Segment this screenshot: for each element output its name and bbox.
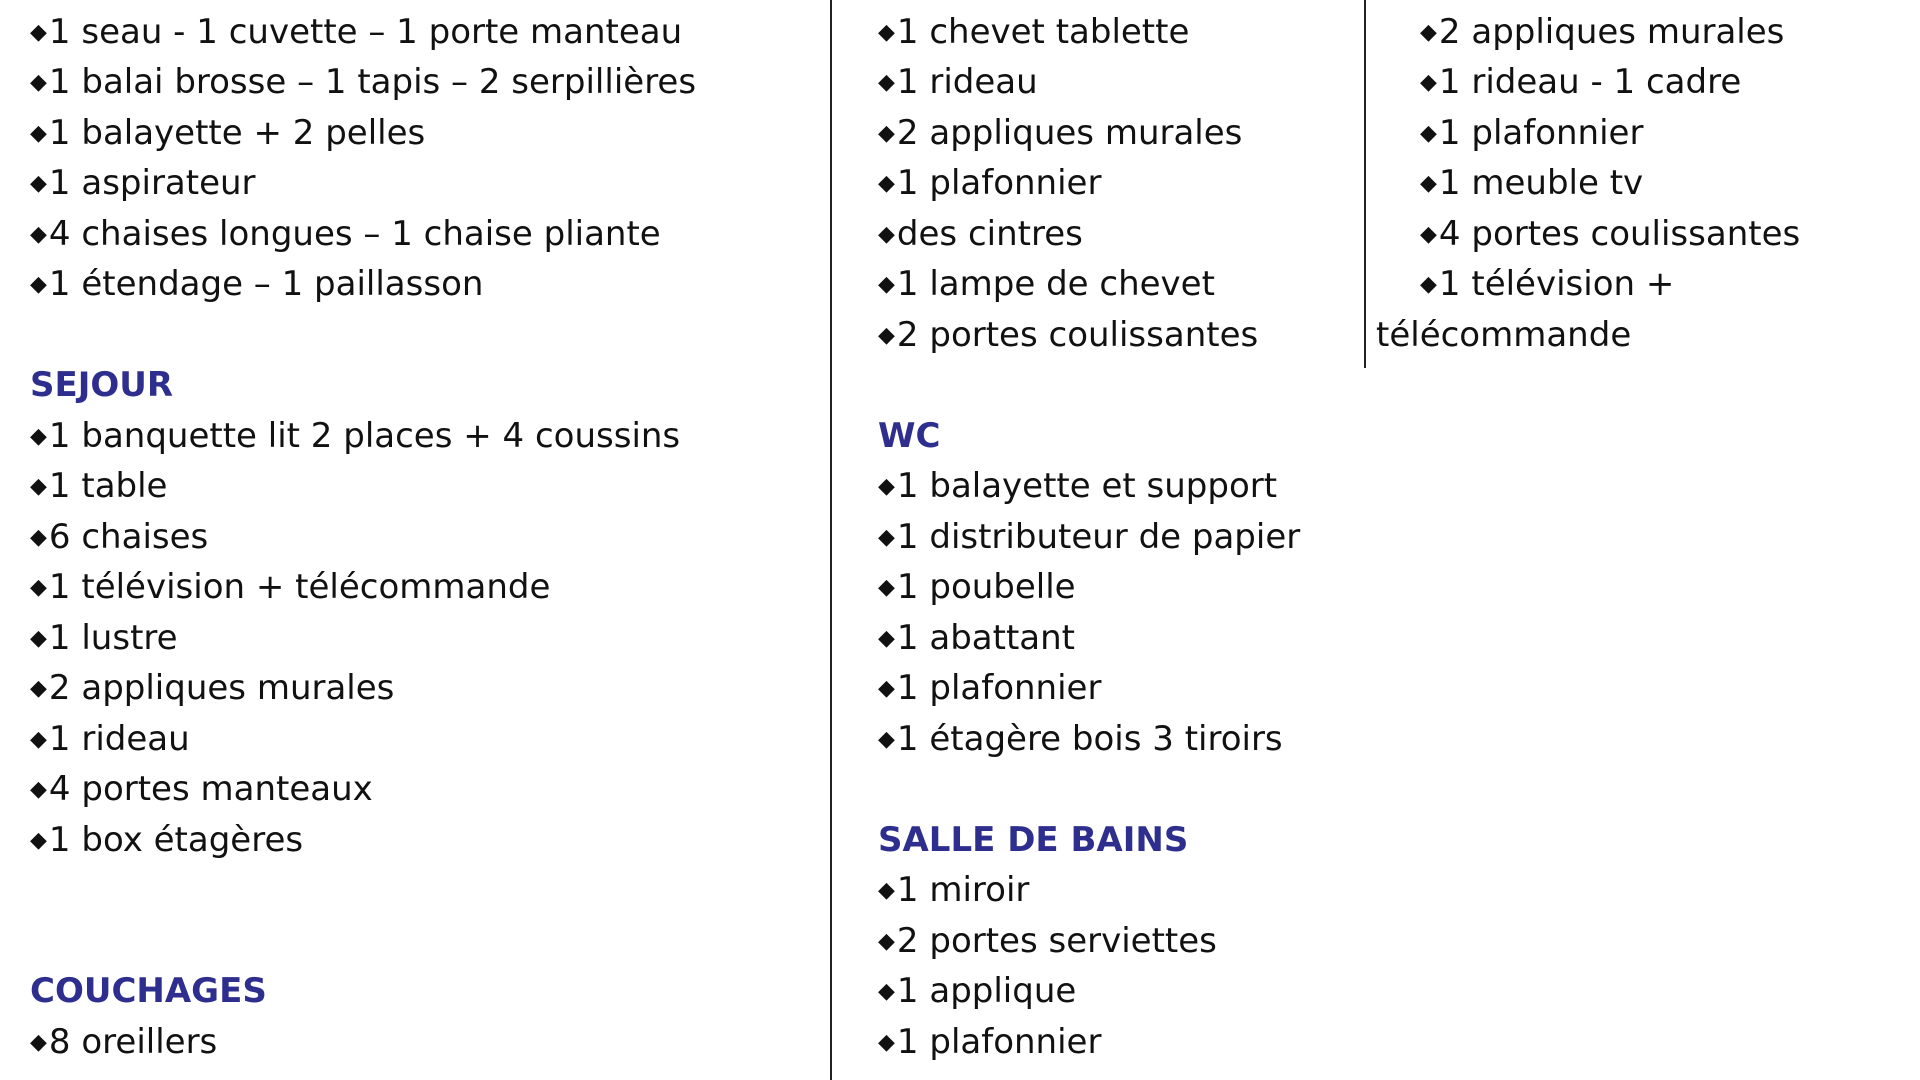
bullet-icon: ◆: [1420, 171, 1437, 196]
bullet-icon: ◆: [30, 777, 47, 802]
list-item: ◆1 lampe de chevet: [878, 259, 1300, 310]
bullet-icon: ◆: [878, 171, 895, 196]
list-item: ◆4 portes manteaux: [30, 764, 733, 815]
bullet-icon: ◆: [30, 575, 47, 600]
bullet-icon: ◆: [1420, 272, 1437, 297]
bullet-icon: ◆: [30, 1029, 47, 1055]
list-item-wrap: télécommande: [1376, 314, 1632, 355]
bullet-icon: ◆: [30, 120, 47, 146]
list-item: ◆1 distributeur de papier: [878, 512, 1300, 563]
bullet-icon: ◆: [878, 676, 895, 701]
list-item: ◆1 lustre: [30, 613, 733, 664]
column-divider-left: [830, 0, 832, 1080]
column-left: [30, 0, 733, 1067]
bullet-icon: ◆: [878, 272, 895, 297]
bullet-icon: ◆: [30, 171, 47, 196]
bullet-icon: ◆: [878, 928, 895, 954]
list-item: ◆1 meuble tv: [1420, 158, 1800, 209]
list-item: ◆1 télévision +: [1420, 259, 1800, 310]
bullet-icon: ◆: [878, 221, 895, 247]
list-item: ◆2 appliques murales: [1420, 7, 1800, 58]
list-item: ◆des cintres: [878, 209, 1300, 260]
list-item: ◆4 chaises longues – 1 chaise pliante: [30, 209, 733, 260]
column-divider-right: [1364, 0, 1366, 368]
bullet-icon: ◆: [878, 524, 895, 550]
list-item: ◆1 plafonnier: [1420, 108, 1800, 159]
list-item: ◆1 plafonnier: [878, 1017, 1300, 1068]
list-item: ◆1 rideau - 1 cadre: [1420, 57, 1800, 108]
list-item: ◆1 rideau: [878, 57, 1300, 108]
bullet-icon: ◆: [878, 726, 895, 752]
bullet-icon: ◆: [878, 474, 895, 499]
bullet-icon: ◆: [878, 120, 895, 146]
list-item: ◆8 oreillers: [30, 1017, 733, 1068]
bullet-icon: ◆: [30, 827, 47, 853]
list-item: ◆2 portes coulissantes: [878, 310, 1300, 361]
bullet-icon: ◆: [30, 676, 47, 701]
bullet-icon: ◆: [30, 70, 47, 95]
list-item: ◆1 balayette et support: [878, 461, 1300, 512]
list-item: ◆1 miroir: [878, 865, 1300, 916]
list-item: ◆1 box étagères: [30, 815, 733, 866]
bullet-icon: ◆: [30, 19, 47, 45]
list-item: ◆2 appliques murales: [30, 663, 733, 714]
list-item: ◆1 applique: [878, 966, 1300, 1017]
list-item: ◆1 télévision + télécommande: [30, 562, 733, 613]
bullet-icon: ◆: [878, 70, 895, 95]
list-item: ◆1 poubelle: [878, 562, 1300, 613]
list-item: ◆1 aspirateur: [30, 158, 733, 209]
bullet-icon: ◆: [878, 322, 895, 348]
list-item: ◆1 banquette lit 2 places + 4 coussins: [30, 411, 733, 462]
list-item: ◆1 étendage – 1 paillasson: [30, 259, 733, 310]
list-item: ◆2 portes serviettes: [878, 916, 1300, 967]
bullet-icon: ◆: [878, 19, 895, 45]
list-item: ◆1 balai brosse – 1 tapis – 2 serpillières: [30, 57, 733, 108]
list-item: ◆1 plafonnier: [878, 158, 1300, 209]
list-item: ◆1 étagère bois 3 tiroirs: [878, 714, 1300, 765]
bullet-icon: ◆: [1420, 120, 1437, 146]
bullet-icon: ◆: [878, 878, 895, 903]
list-item: ◆1 balayette + 2 pelles: [30, 108, 733, 159]
bullet-icon: ◆: [878, 979, 895, 1004]
list-item: ◆2 appliques murales: [878, 108, 1300, 159]
bullet-icon: ◆: [1420, 19, 1437, 45]
bullet-icon: ◆: [30, 726, 47, 752]
bullet-icon: ◆: [1420, 221, 1437, 247]
list-item: ◆4 portes coulissantes: [1420, 209, 1800, 260]
section-heading-salle-de-bains: SALLE DE BAINS: [878, 819, 1189, 860]
bullet-icon: ◆: [30, 474, 47, 499]
section-heading-sejour: SEJOUR: [30, 365, 174, 405]
bullet-icon: ◆: [30, 221, 47, 247]
bullet-icon: ◆: [30, 625, 47, 651]
list-item: ◆1 rideau: [30, 714, 733, 765]
bullet-icon: ◆: [30, 423, 47, 449]
column-middle: [878, 0, 1300, 1067]
section-heading-wc: WC: [878, 415, 941, 456]
list-item: ◆1 seau - 1 cuvette – 1 porte manteau: [30, 7, 733, 58]
bullet-icon: ◆: [878, 575, 895, 600]
list-item: ◆1 plafonnier: [878, 663, 1300, 714]
list-item: ◆1 table: [30, 461, 733, 512]
list-item: ◆1 chevet tablette: [878, 7, 1300, 58]
bullet-icon: ◆: [878, 1029, 895, 1055]
list-item: ◆6 chaises: [30, 512, 733, 563]
bullet-icon: ◆: [30, 524, 47, 550]
column-right: [1376, 0, 1801, 360]
section-heading-couchages: COUCHAGES: [30, 971, 267, 1011]
bullet-icon: ◆: [878, 625, 895, 651]
list-item: ◆1 abattant: [878, 613, 1300, 664]
list-item: [30, 0, 733, 7]
bullet-icon: ◆: [30, 272, 47, 297]
bullet-icon: ◆: [1420, 70, 1437, 95]
